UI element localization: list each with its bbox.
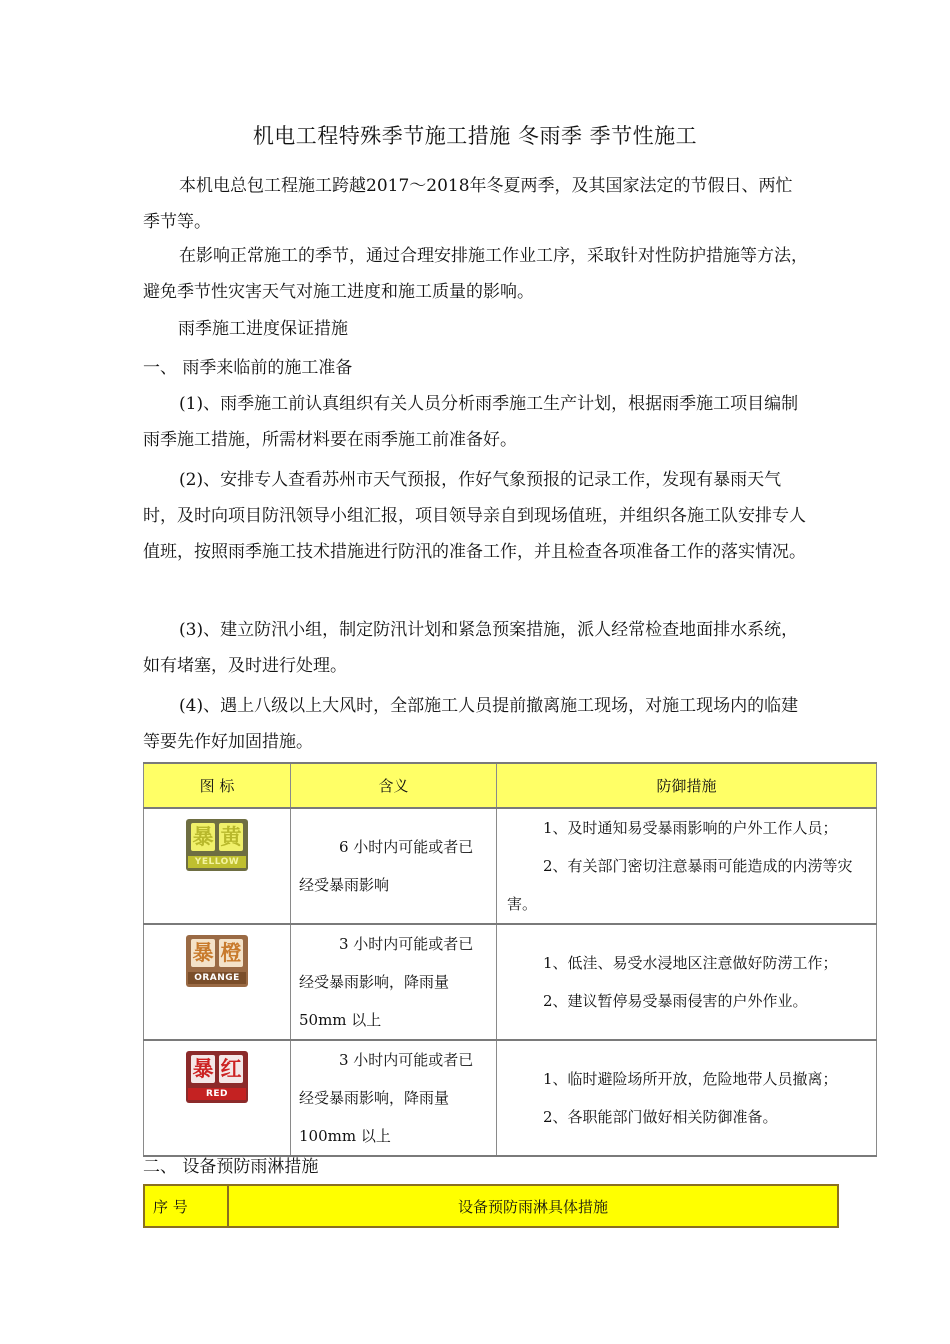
signal-band: ORANGE — [188, 972, 246, 984]
yellow-rainstorm-signal-icon — [186, 819, 248, 871]
header-measures: 设备预防雨淋具体措施 — [228, 1185, 838, 1227]
action-item: 1、及时通知易受暴雨影响的户外工作人员； — [543, 819, 838, 837]
header-meaning: 含义 — [291, 763, 497, 808]
header-seq: 序 号 — [144, 1185, 228, 1227]
signal-char: 暴 — [192, 941, 214, 965]
actions-cell — [497, 808, 877, 924]
meaning-text: 经受暴雨影响，降雨量 — [299, 973, 450, 991]
meaning-text: 经受暴雨影响 — [299, 876, 390, 894]
section1-item-2: (2)、安排专人查看苏州市天气预报，作好气象预报的记录工作，发现有暴雨天气时，及时向项目防汛领导小组汇报，项目领导亲自到现场值班，并组织各施工队安排专人值班，按照雨季施工技术措施进行防汛的准备工作，并且检查各项准备工作的落实情况。 — [143, 470, 806, 562]
intro-paragraph-1: 本机电总包工程施工跨越2017～2018年冬夏两季，及其国家法定的节假日、两忙季节等。 — [143, 176, 793, 232]
red-rainstorm-signal-icon — [186, 1051, 248, 1103]
intro-paragraph-2: 在影响正常施工的季节，通过合理安排施工作业工序，采取针对性防护措施等方法，避免季节性灾害天气对施工进度和施工质量的影响。 — [143, 246, 808, 302]
meaning-cell — [291, 808, 497, 924]
section1-item-3: (3)、建立防汛小组，制定防汛计划和紧急预案措施，派人经常检查地面排水系统，如有堵塞，及时进行处理。 — [143, 620, 799, 676]
signal-char: 黄 — [220, 825, 242, 849]
actions-cell — [497, 1040, 877, 1156]
meaning-text: 50mm 以上 — [299, 1011, 382, 1029]
signal-band: YELLOW — [188, 856, 246, 868]
header-icon: 图 标 — [144, 763, 291, 808]
action-item: 2、有关部门密切注意暴雨可能造成的内涝等灾害。 — [507, 857, 853, 913]
action-item: 1、低洼、易受水浸地区注意做好防涝工作； — [543, 954, 838, 972]
action-item: 1、临时避险场所开放，危险地带人员撤离； — [543, 1070, 838, 1088]
meaning-text: 6 小时内可能或者已 — [339, 838, 474, 856]
meaning-text: 3 小时内可能或者已 — [339, 1051, 474, 1069]
table-row — [144, 924, 877, 1040]
equipment-rain-protection-table — [143, 1184, 839, 1228]
header-actions: 防御措施 — [497, 763, 877, 808]
section-title: 雨季施工进度保证措施 — [178, 319, 348, 339]
rainstorm-warning-table — [143, 762, 877, 1157]
section1-heading: 一、 雨季来临前的施工准备 — [143, 358, 353, 378]
table-row — [144, 1040, 877, 1156]
section1-item-1: (1)、雨季施工前认真组织有关人员分析雨季施工生产计划，根据雨季施工项目编制雨季施工措施，所需材料要在雨季施工前准备好。 — [143, 394, 799, 450]
table-header-row — [144, 763, 877, 808]
table-header-row — [144, 1185, 838, 1227]
signal-char: 红 — [220, 1057, 242, 1081]
action-item: 2、各职能部门做好相关防御准备。 — [543, 1108, 778, 1126]
section2-heading: 二、 设备预防雨淋措施 — [143, 1157, 319, 1177]
meaning-text: 100mm 以上 — [299, 1127, 391, 1145]
signal-char: 橙 — [220, 941, 242, 965]
section1-item-4: (4)、遇上八级以上大风时，全部施工人员提前撤离施工现场，对施工现场内的临建等要先作好加固措施。 — [143, 696, 799, 752]
meaning-cell — [291, 924, 497, 1040]
meaning-text: 经受暴雨影响，降雨量 — [299, 1089, 450, 1107]
orange-rainstorm-signal-icon — [186, 935, 248, 987]
document-title: 机电工程特殊季节施工措施 冬雨季 季节性施工 — [252, 124, 698, 148]
table-row — [144, 808, 877, 924]
signal-char: 暴 — [192, 1057, 214, 1081]
action-item: 2、建议暂停易受暴雨侵害的户外作业。 — [543, 992, 808, 1010]
meaning-text: 3 小时内可能或者已 — [339, 935, 474, 953]
actions-cell — [497, 924, 877, 1040]
signal-band: RED — [188, 1088, 246, 1100]
meaning-cell — [291, 1040, 497, 1156]
signal-char: 暴 — [192, 825, 214, 849]
